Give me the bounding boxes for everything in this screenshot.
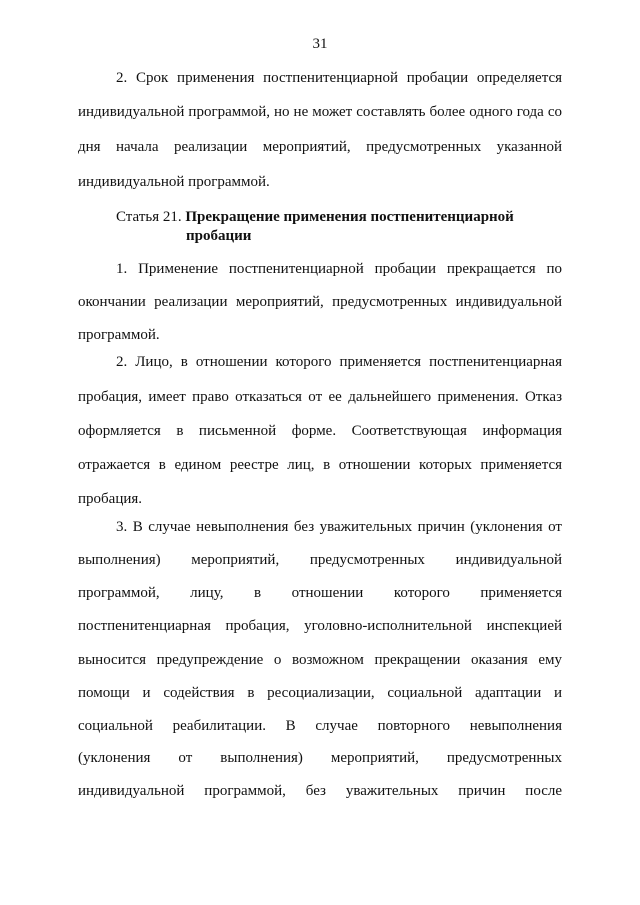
paragraph-line: (уклонения от выполнения) мероприятий, предусмотренных	[78, 750, 562, 766]
paragraph-line: пробация.	[78, 491, 143, 507]
paragraph-line: социальной реабилитации. В случае повторного невыполнения	[78, 718, 562, 734]
paragraph-line: выносится предупреждение о возможном прекращении оказания ему	[78, 652, 562, 668]
paragraph-line: индивидуальной программой, но не может составлять более одного года со	[78, 104, 562, 120]
paragraph-line: окончании реализации мероприятий, предусмотренных индивидуальной	[78, 294, 562, 310]
paragraph-line: помощи и содействия в ресоциализации, социальной адаптации и	[78, 685, 562, 701]
paragraph-line: выполнения) мероприятий, предусмотренных индивидуальной	[78, 552, 562, 568]
paragraph-line: индивидуальной программой.	[78, 174, 270, 190]
paragraph-line: программой.	[78, 327, 160, 343]
paragraph-line: 1. Применение постпенитенциарной пробации прекращается по	[116, 261, 562, 277]
paragraph-line: индивидуальной программой, без уважительных причин после	[78, 783, 562, 799]
paragraph-line: отражается в едином реестре лиц, в отношении которых применяется	[78, 457, 562, 473]
article-number: Статья 21.	[116, 209, 182, 225]
article-heading	[116, 209, 546, 244]
paragraph-line: 3. В случае невыполнения без уважительных причин (уклонения от	[116, 519, 562, 535]
article-title-line1: Прекращение применения постпенитенциарной	[185, 209, 514, 225]
paragraph-line: оформляется в письменной форме. Соответствующая информация	[78, 423, 562, 439]
paragraph-line: программой, лицу, в отношении которого применяется	[78, 585, 562, 601]
paragraph-line: 2. Срок применения постпенитенциарной пробации определяется	[116, 70, 562, 86]
paragraph-line: постпенитенциарная пробация, уголовно-исполнительной инспекцией	[78, 618, 562, 634]
page-number: 31	[312, 36, 328, 52]
paragraph-line: 2. Лицо, в отношении которого применяется постпенитенциарная	[116, 354, 562, 370]
paragraph-line: дня начала реализации мероприятий, предусмотренных указанной	[78, 139, 562, 155]
paragraph-line: пробация, имеет право отказаться от ее дальнейшего применения. Отказ	[78, 389, 562, 405]
article-title-line2: пробации	[186, 228, 252, 244]
